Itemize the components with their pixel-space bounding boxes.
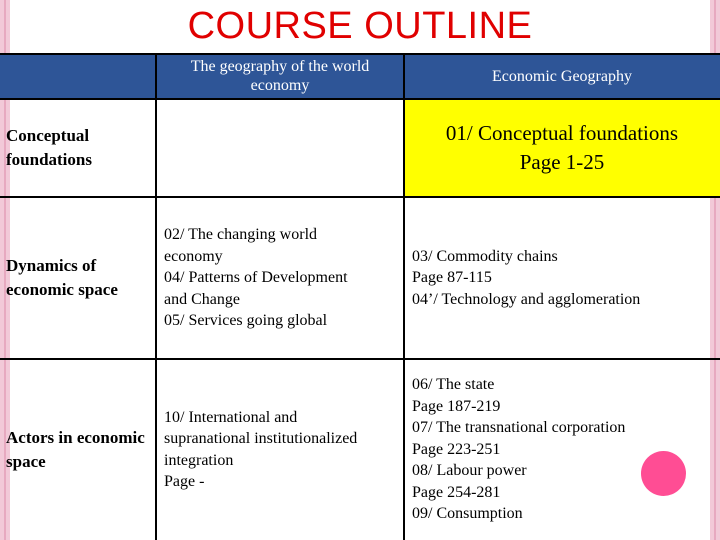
row3-col1-line: Page - <box>164 473 205 490</box>
row3-col1-line: 10/ International and <box>164 408 298 426</box>
table-divider <box>0 358 720 360</box>
row3-col2-line: 09/ Consumption <box>412 505 523 523</box>
row2-col2-cell <box>404 197 720 359</box>
header-corner-cell <box>0 53 156 99</box>
conceptual-pages-line: Page 1-25 <box>519 150 605 174</box>
row2-col1-line: 02/ The changing world <box>164 226 318 244</box>
row2-col2-line: 04’/ Technology and agglomeration <box>412 290 641 308</box>
table-border-top <box>0 53 720 55</box>
row1-col2-cell <box>404 99 720 197</box>
header-col1: The geography of the world economy <box>156 53 404 99</box>
decorative-circle <box>641 451 686 496</box>
row-label-conceptual: Conceptual foundations <box>6 126 92 169</box>
row-label-dynamics: Dynamics of economic space <box>6 256 118 299</box>
table-divider <box>0 196 720 198</box>
table-divider <box>0 98 720 100</box>
row3-col2-line: Page 254-281 <box>412 483 501 501</box>
row2-col1-line: 04/ Patterns of Development <box>164 269 348 287</box>
conceptual-foundations-line: 01/ Conceptual foundations <box>445 121 679 145</box>
table-divider <box>155 53 157 540</box>
row3-col1-line: integration <box>164 451 234 469</box>
row3-col2-line: 07/ The transnational corporation <box>412 419 626 437</box>
row2-col1-line: 05/ Services going global <box>164 312 328 330</box>
header-col2: Economic Geography <box>404 53 720 99</box>
row3-col2-line: 08/ Labour power <box>412 462 527 480</box>
row3-col1-cell <box>156 359 404 540</box>
slide-title: COURSE OUTLINE <box>187 5 533 47</box>
row3-col2-cell <box>404 359 720 540</box>
course-outline-table <box>0 53 720 540</box>
row2-col1-cell <box>156 197 404 359</box>
row1-col1-cell <box>156 99 404 197</box>
row2-col1-line: economy <box>164 247 223 265</box>
row2-col2-line: 03/ Commodity chains <box>412 247 558 265</box>
table-divider <box>403 53 405 540</box>
row3-col2-line: 06/ The state <box>412 376 495 394</box>
row3-col2-line: Page 223-251 <box>412 440 501 458</box>
row2-col2-line: Page 87-115 <box>412 269 492 287</box>
row3-col2-line: Page 187-219 <box>412 397 501 415</box>
row2-col1-line: and Change <box>164 290 240 308</box>
row-label-actors: Actors in economic space <box>6 427 145 471</box>
row3-col1-line: supranational institutionalized <box>164 430 358 447</box>
